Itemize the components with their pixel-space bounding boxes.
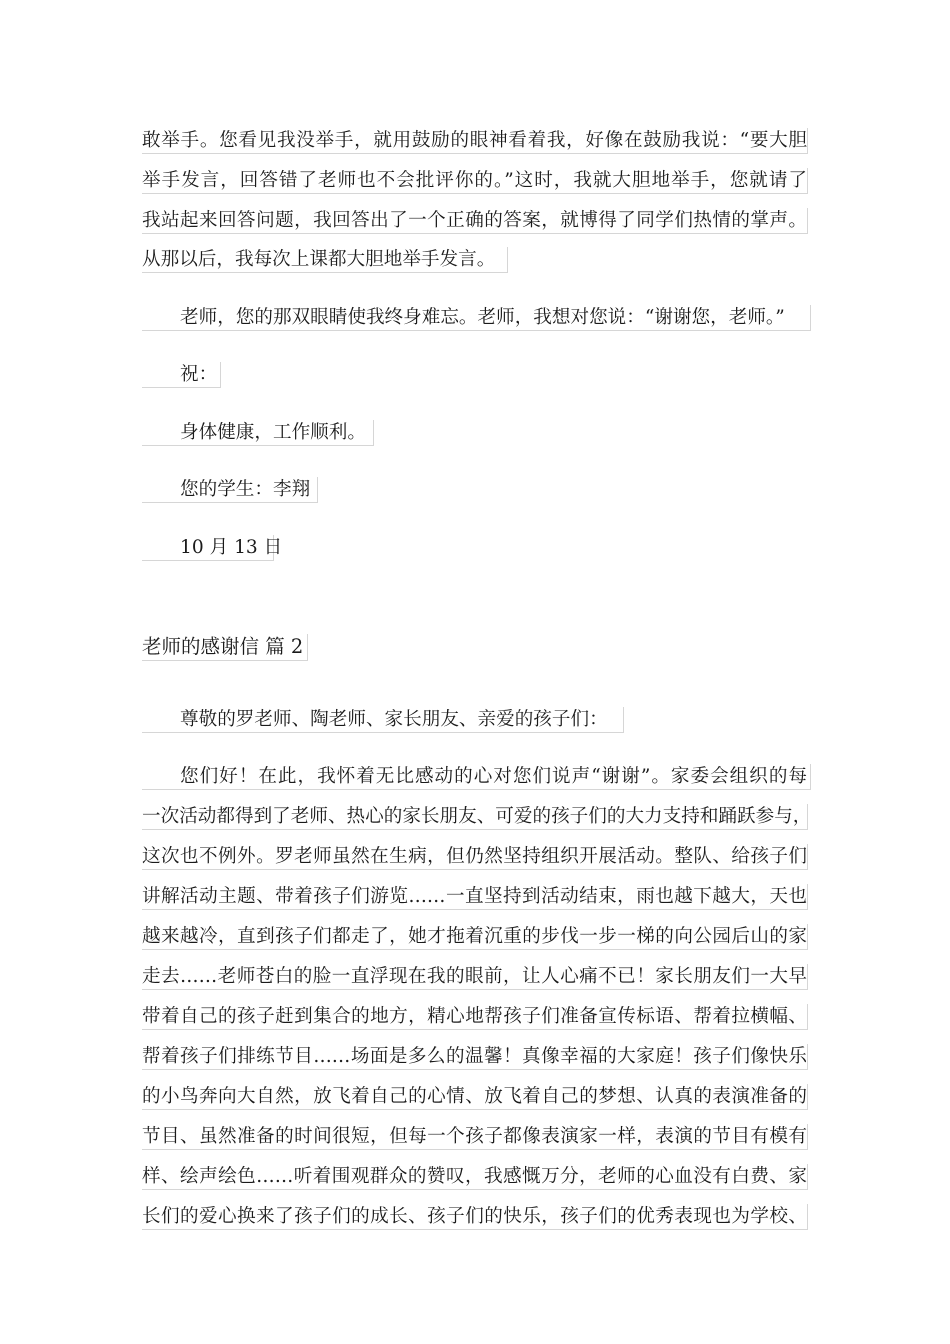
letter1-wish-label: 祝：: [142, 362, 221, 388]
letter2-body-line-2: 一次活动都得到了老师、热心的家长朋友、可爱的孩子们的大力支持和踊跃参与，: [142, 804, 808, 830]
letter2-greeting: 尊敬的罗老师、陶老师、家长朋友、亲爱的孩子们：: [142, 707, 624, 733]
letter2-body-line-3: 这次也不例外。罗老师虽然在生病，但仍然坚持组织开展活动。整队、给孩子们: [142, 844, 808, 870]
letter2-body-line-12: 长们的爱心换来了孩子们的成长、孩子们的快乐，孩子们的优秀表现也为学校、: [142, 1204, 808, 1230]
letter2-body-line-6: 走去……老师苍白的脸一直浮现在我的眼前，让人心痛不已！家长朋友们一大早: [142, 964, 808, 990]
letter1-body-line-3: 我站起来回答问题，我回答出了一个正确的答案，就博得了同学们热情的掌声。: [142, 208, 808, 234]
letter2-body-line-7: 带着自己的孩子赶到集合的地方，精心地帮孩子们准备宣传标语、帮着拉横幅、: [142, 1004, 808, 1030]
letter2-body-line-9: 的小鸟奔向大自然，放飞着自己的心情、放飞着自己的梦想、认真的表演准备的: [142, 1084, 808, 1110]
letter1-wish-text: 身体健康，工作顺利。: [142, 420, 374, 446]
letter2-body-line-5: 越来越冷，直到孩子们都走了，她才拖着沉重的步伐一步一梯的向公园后山的家: [142, 924, 808, 950]
letter1-closing-paragraph: 老师，您的那双眼睛使我终身难忘。老师，我想对您说：“谢谢您，老师。”: [142, 305, 811, 331]
letter1-body-line-1: 敢举手。您看见我没举手，就用鼓励的眼神看着我，好像在鼓励我说：“要大胆: [142, 128, 808, 154]
letter1-body-line-4: 从那以后，我每次上课都大胆地举手发言。: [142, 247, 508, 273]
letter1-body-line-2: 举手发言，回答错了老师也不会批评你的。”这时，我就大胆地举手，您就请了: [142, 168, 808, 194]
letter2-body-line-4: 讲解活动主题、带着孩子们游览……一直坚持到活动结束，雨也越下越大，天也: [142, 884, 808, 910]
letter1-signature: 您的学生：李翔: [142, 477, 318, 503]
letter2-body-line-10: 节目、虽然准备的时间很短，但每一个孩子都像表演家一样，表演的节目有模有: [142, 1124, 808, 1150]
letter2-body-first-line: 您们好！在此，我怀着无比感动的心对您们说声“谢谢”。家委会组织的每: [142, 764, 811, 790]
letter1-date: 10 月 13 日: [142, 535, 274, 561]
letter2-body-line-8: 帮着孩子们排练节目……场面是多么的温馨！真像幸福的大家庭！孩子们像快乐: [142, 1044, 808, 1070]
letter2-body-line-11: 样、绘声绘色……听着围观群众的赞叹，我感慨万分，老师的心血没有白费、家: [142, 1164, 808, 1190]
letter2-title: 老师的感谢信 篇 2: [142, 634, 308, 661]
